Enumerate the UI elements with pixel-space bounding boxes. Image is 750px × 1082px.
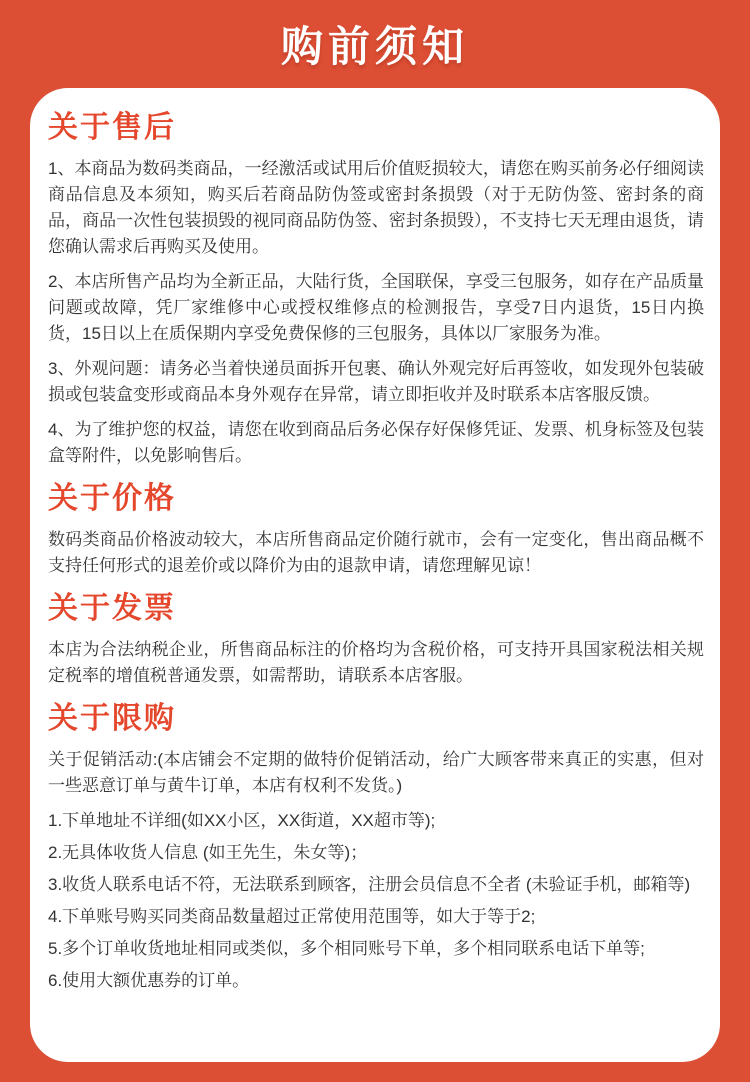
invoice-notice-text: 本店为合法纳税企业，所售商品标注的价格均为含税价格，可支持开具国家税法相关规定税率的增值税普通发票，如需帮助，请联系本店客服。 — [48, 640, 704, 685]
limit-rule-4: 4.下单账号购买同类商品数量超过正常使用范围等，如大于等于2; — [48, 907, 536, 926]
section-invoice-heading: 关于发票 — [48, 592, 176, 625]
limit-rule-6: 6.使用大额优惠券的订单。 — [48, 971, 250, 990]
limit-rule-2: 2.无具体收货人信息 (如王先生，朱女等)； — [48, 843, 368, 862]
section-purchase-limit-heading: 关于限购 — [48, 702, 176, 735]
section-after-sales-heading: 关于售后 — [48, 111, 176, 144]
section-after-sales — [48, 110, 704, 469]
section-purchase-limit — [48, 701, 704, 994]
page-title: 购前须知 — [280, 23, 469, 70]
section-price-heading: 关于价格 — [48, 482, 176, 515]
price-notice-text: 数码类商品价格波动较大，本店所售商品定价随行就市，会有一定变化，售出商品概不支持任何形式的退差价或以降价为由的退款申请，请您理解见谅！ — [48, 530, 704, 575]
after-sales-rule-3: 3、外观问题：请务必当着快递员面拆开包裹、确认外观完好后再签收，如发现外包装破损或包装盒变形或商品本身外观存在异常，请立即拒收并及时联系本店客服反馈。 — [48, 359, 704, 404]
section-invoice — [48, 591, 704, 689]
after-sales-rule-2: 2、本店所售产品均为全新正品，大陆行货，全国联保，享受三包服务，如存在产品质量问题或故障，凭厂家维修中心或授权维修点的检测报告，享受7日内退货，15日内换货，15日以上在质保期内享受免费保修的三包服务，具体以厂家服务为准。 — [48, 272, 704, 343]
after-sales-rule-4: 4、为了维护您的权益，请您在收到商品后务必保存好保修凭证、发票、机身标签及包装盒等附件，以免影响售后。 — [48, 420, 704, 465]
section-price — [48, 481, 704, 579]
notice-card — [30, 88, 720, 1062]
promo-activity-intro: 关于促销活动:(本店铺会不定期的做特价促销活动，给广大顾客带来真正的实惠，但对一些恶意订单与黄牛订单，本店有权利不发货。) — [48, 750, 704, 795]
after-sales-rule-1: 1、本商品为数码类商品，一经激活或试用后价值贬损较大，请您在购买前务必仔细阅读商品信息及本须知，购买后若商品防伪签或密封条损毁（对于无防伪签、密封条的商品，商品一次性包装损毁的视同商品防伪签、密封条损毁），不支持七天无理由退货，请您确认需求后再购买及使用。 — [48, 159, 704, 256]
limit-rule-5: 5.多个订单收货地址相同或类似，多个相同账号下单，多个相同联系电话下单等; — [48, 939, 645, 958]
limit-rule-3: 3.收货人联系电话不符，无法联系到顾客，注册会员信息不全者 (未验证手机，邮箱等) — [48, 875, 691, 894]
limit-rule-1: 1.下单地址不详细(如XX小区，XX街道，XX超市等); — [48, 811, 436, 830]
